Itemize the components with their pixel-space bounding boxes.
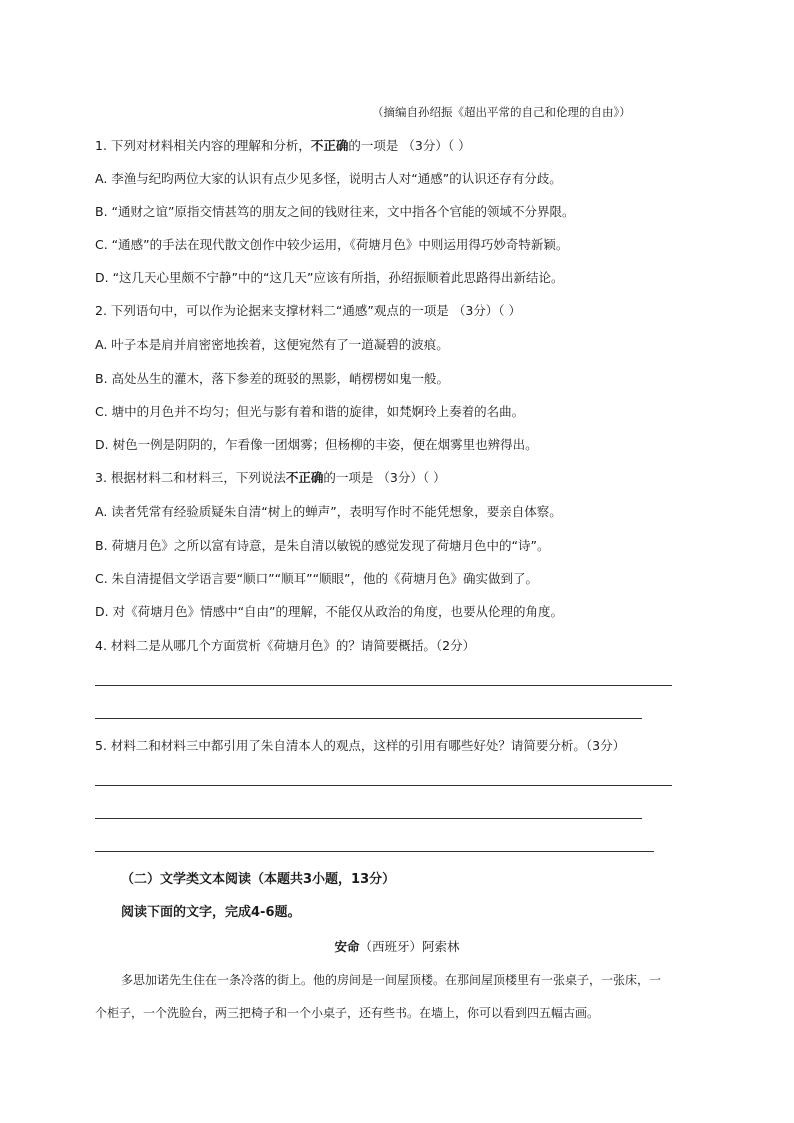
story-author: （西班牙）阿索林 xyxy=(359,939,460,954)
answer-line[interactable] xyxy=(95,685,672,686)
section-heading: （二）文学类文本阅读（本题共3小题，13分） xyxy=(121,872,396,887)
question-1-option-c: C. “通感”的手法在现代散文创作中较少运用，《荷塘月色》中则运用得巧妙奇特新颖。 xyxy=(95,237,569,252)
question-1 xyxy=(95,138,471,154)
question-1-emphasis: 不正确 xyxy=(310,138,349,153)
question-3-emphasis: 不正确 xyxy=(285,470,324,485)
question-3-option-c: C. 朱自清提倡文学语言要“顺口”“顺耳”“顺眼”，他的《荷塘月色》确实做到了。 xyxy=(95,571,539,586)
question-2-option-a: A. 叶子本是肩并肩密密地挨着，这便宛然有了一道凝碧的波痕。 xyxy=(95,337,449,352)
answer-line[interactable] xyxy=(95,818,642,819)
question-3-option-a: A. 读者凭常有经验质疑朱自清“树上的蝉声”，表明写作时不能凭想象，要亲自体察。 xyxy=(95,504,562,519)
question-1-prefix: 1. 下列对材料相关内容的理解和分析， xyxy=(95,138,311,153)
question-1-option-b: B. “通财之谊”原指交情甚笃的朋友之间的钱财往来，文中指各个官能的领域不分界限。 xyxy=(95,204,575,219)
answer-line[interactable] xyxy=(95,851,654,852)
story-paragraph-line-1: 多思加诺先生住在一条冷落的街上。他的房间是一间屋顶楼。在那间屋顶楼里有一张桌子，一张床，一 xyxy=(121,973,662,987)
source-note: （摘编自孙绍振《超出平常的自己和伦理的自由》） xyxy=(372,105,631,119)
question-4: 4. 材料二是从哪几个方面赏析《荷塘月色》的？请简要概括。（2分） xyxy=(95,638,476,653)
answer-line[interactable] xyxy=(95,785,672,786)
question-1-option-a: A. 李渔与纪昀两位大家的认识有点少见多怪，说明古人对“通感”的认识还存有分歧。 xyxy=(95,171,562,186)
section-instruction: 阅读下面的文字，完成4-6题。 xyxy=(121,905,301,920)
question-1-option-d: D. “这几天心里颇不宁静”中的“这几天”应该有所指，孙绍振顺着此思路得出新结论。 xyxy=(95,270,564,285)
story-title-line xyxy=(0,939,794,955)
question-5: 5. 材料二和材料三中都引用了朱自清本人的观点，这样的引用有哪些好处？请简要分析。（3分） xyxy=(95,738,626,753)
question-1-suffix: 的一项是 （3分）（ ） xyxy=(348,138,471,153)
question-3 xyxy=(95,470,446,486)
answer-line[interactable] xyxy=(95,718,642,719)
question-2-option-d: D. 树色一例是阴阴的，乍看像一团烟雾；但杨柳的丰姿，便在烟雾里也辨得出。 xyxy=(95,437,538,452)
story-title: 安命 xyxy=(334,939,360,954)
question-2-option-b: B. 高处丛生的灌木，落下参差的斑驳的黑影，峭楞楞如鬼一般。 xyxy=(95,371,450,386)
question-2-option-c: C. 塘中的月色并不均匀；但光与影有着和谐的旋律，如梵婀玲上奏着的名曲。 xyxy=(95,404,525,419)
question-3-prefix: 3. 根据材料二和材料三，下列说法 xyxy=(95,470,286,485)
story-paragraph-line-2: 个柜子，一个洗脸台，两三把椅子和一个小桌子，还有些书。在墙上，你可以看到四五幅古画。 xyxy=(95,1006,600,1020)
question-3-option-b: B. 荷塘月色》之所以富有诗意，是朱自清以敏锐的感觉发现了荷塘月色中的“诗”。 xyxy=(95,538,550,553)
question-3-option-d: D. 对《荷塘月色》情感中“自由”的理解，不能仅从政治的角度，也要从伦理的角度。 xyxy=(95,604,564,619)
question-2: 2. 下列语句中，可以作为论据来支撑材料二“通感”观点的一项是 （3分）（ ） xyxy=(95,303,522,318)
question-3-suffix: 的一项是 （3分）（ ） xyxy=(323,470,446,485)
